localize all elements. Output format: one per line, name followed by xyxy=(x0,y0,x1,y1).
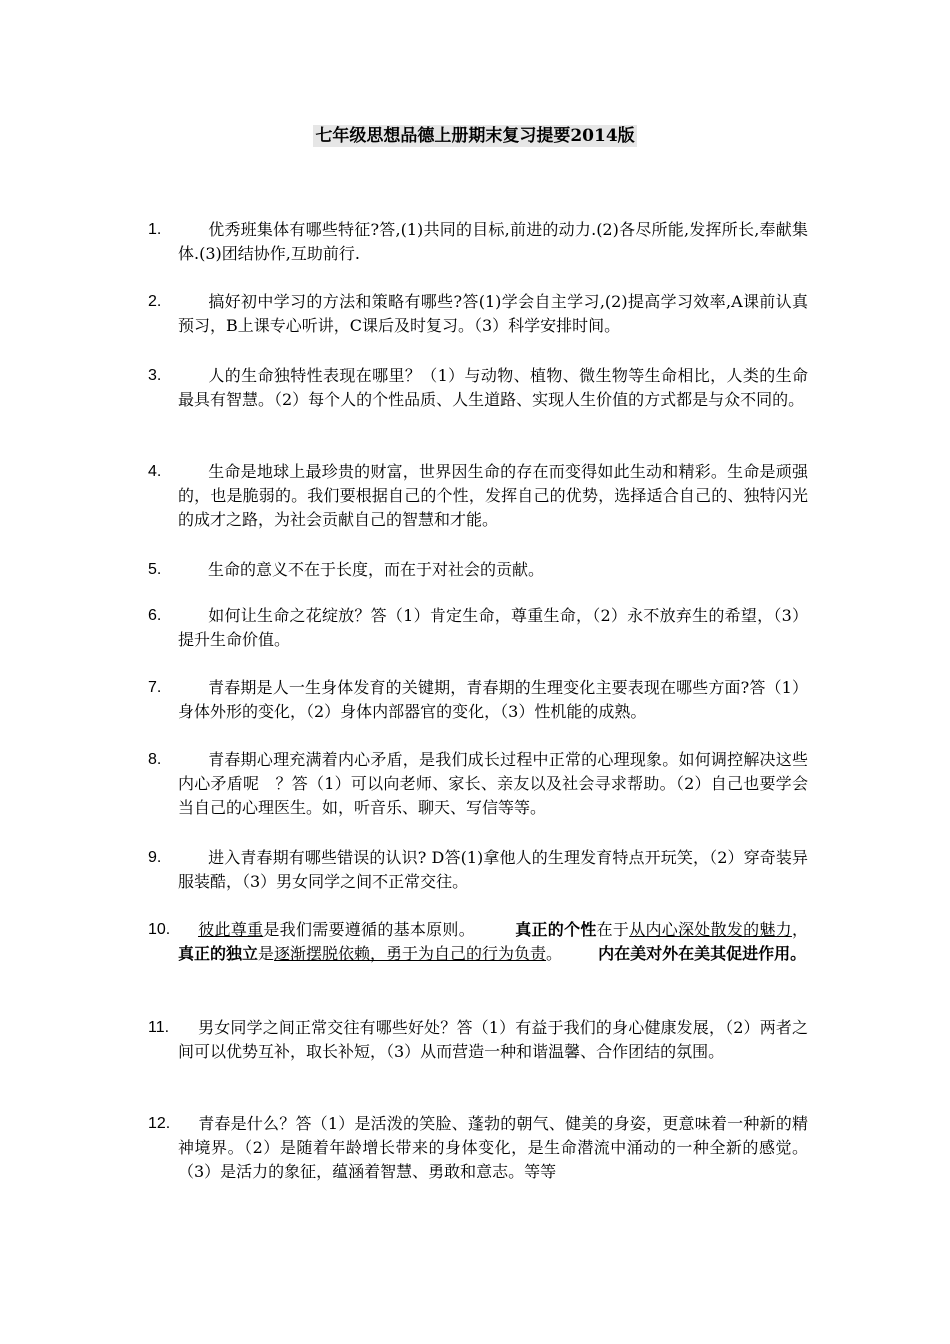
list-item-2 xyxy=(148,290,808,338)
list-item-3 xyxy=(148,364,808,412)
list-item-10 xyxy=(148,918,808,966)
list-item-9 xyxy=(148,846,808,894)
item-text: 是 xyxy=(258,944,275,963)
bold-phrase: 真正的个性 xyxy=(514,920,597,939)
item-text: 优秀班集体有哪些特征?答,(1)共同的目标,前进的动力.(2)各尽所能,发挥所长,奉献集体.(3)团结协作,互助前行. xyxy=(178,220,808,263)
title-text: 七年级思想品德上册期末复习提要2014版 xyxy=(315,126,635,146)
list-item-6 xyxy=(148,604,808,652)
item-number: 7. xyxy=(148,679,162,696)
item-number: 12. xyxy=(148,1115,171,1132)
item-text: 生命是地球上最珍贵的财富，世界因生命的存在而变得如此生动和精彩。生命是顽强的，也是脆弱的。我们要根据自己的个性，发挥自己的优势，选择适合自己的、独特闪光的成才之路，为社会贡献自己的智慧和才能。 xyxy=(178,462,808,529)
list-item-12 xyxy=(148,1112,808,1184)
list-item-5 xyxy=(148,558,808,582)
item-number: 1. xyxy=(148,221,162,238)
item-text: 青春期是人一生身体发育的关键期，青春期的生理变化主要表现在哪些方面?答（1）身体外形的变化，（2）身体内部器官的变化，（3）性机能的成熟。 xyxy=(178,678,808,721)
item-number: 9. xyxy=(148,849,162,866)
item-text: 在于 xyxy=(596,920,630,939)
item-number: 6. xyxy=(148,607,162,624)
list-item-7 xyxy=(148,676,808,724)
item-text: 。 xyxy=(546,944,563,963)
item-text: 生命的意义不在于长度，而在于对社会的贡献。 xyxy=(208,560,545,579)
list-item-8 xyxy=(148,748,808,820)
item-text: 青春是什么？答（1）是活泼的笑脸、蓬勃的朝气、健美的身姿，更意味着一种新的精神境界。（2）是随着年龄增长带来的身体变化，是生命潜流中涌动的一种全新的感觉。（3）是活力的象征，蕴涵着智慧、勇敢和意志。等等 xyxy=(178,1114,808,1181)
item-number: 8. xyxy=(148,751,162,768)
item-text: 人的生命独特性表现在哪里？（1）与动物、植物、微生物等生命相比，人类的生命最具有智慧。（2）每个人的个性品质、人生道路、实现人生价值的方式都是与众不同的。 xyxy=(178,366,808,409)
item-text: 青春期心理充满着内心矛盾，是我们成长过程中正常的心理现象。如何调控解决这些内心矛盾呢 ？答（1）可以向老师、家长、亲友以及社会寻求帮助。（2）自己也要学会当自己的心理医生。如，听音乐、聊天、写信等等。 xyxy=(178,750,808,817)
item-text: 搞好初中学习的方法和策略有哪些?答(1)学会自主学习,(2)提高学习效率,A课前认真预习，B上课专心听讲，C课后及时复习。（3）科学安排时间。 xyxy=(178,292,808,335)
underlined-phrase: 从内心深处散发的魅力 xyxy=(629,920,792,939)
item-number: 2. xyxy=(148,293,162,310)
item-number: 11. xyxy=(148,1019,170,1036)
item-number: 10. xyxy=(148,921,171,938)
underlined-phrase: 逐渐摆脱依赖，勇于为自己的行为负责 xyxy=(274,944,547,963)
list-item-1 xyxy=(148,218,808,266)
item-text: 是我们需要遵循的基本原则。 xyxy=(263,920,475,939)
item-text: 男女同学之间正常交往有哪些好处？答（1）有益于我们的身心健康发展，（2）两者之间可以优势互补，取长补短，（3）从而营造一种和谐温馨、合作团结的氛围。 xyxy=(178,1018,808,1061)
item-text: 如何让生命之花绽放？答（1）肯定生命，尊重生命，（2）永不放弃生的希望，（3）提升生命价值。 xyxy=(178,606,808,649)
list-item-4 xyxy=(148,460,808,532)
list-item-11 xyxy=(148,1016,808,1064)
item-text: 进入青春期有哪些错误的认识? D答(1)拿他人的生理发育特点开玩笑，（2）穿奇装异服装酷，（3）男女同学之间不正常交往。 xyxy=(178,848,808,891)
document-title xyxy=(0,124,950,148)
item-number: 3. xyxy=(148,367,162,384)
bold-phrase: 真正的独立 xyxy=(178,944,259,963)
item-number: 4. xyxy=(148,463,162,480)
underlined-phrase: 彼此尊重 xyxy=(198,920,264,939)
bold-phrase: 内在美对外在美其促进作用。 xyxy=(598,944,807,963)
item-number: 5. xyxy=(148,561,162,578)
item-text: ， xyxy=(791,920,808,939)
